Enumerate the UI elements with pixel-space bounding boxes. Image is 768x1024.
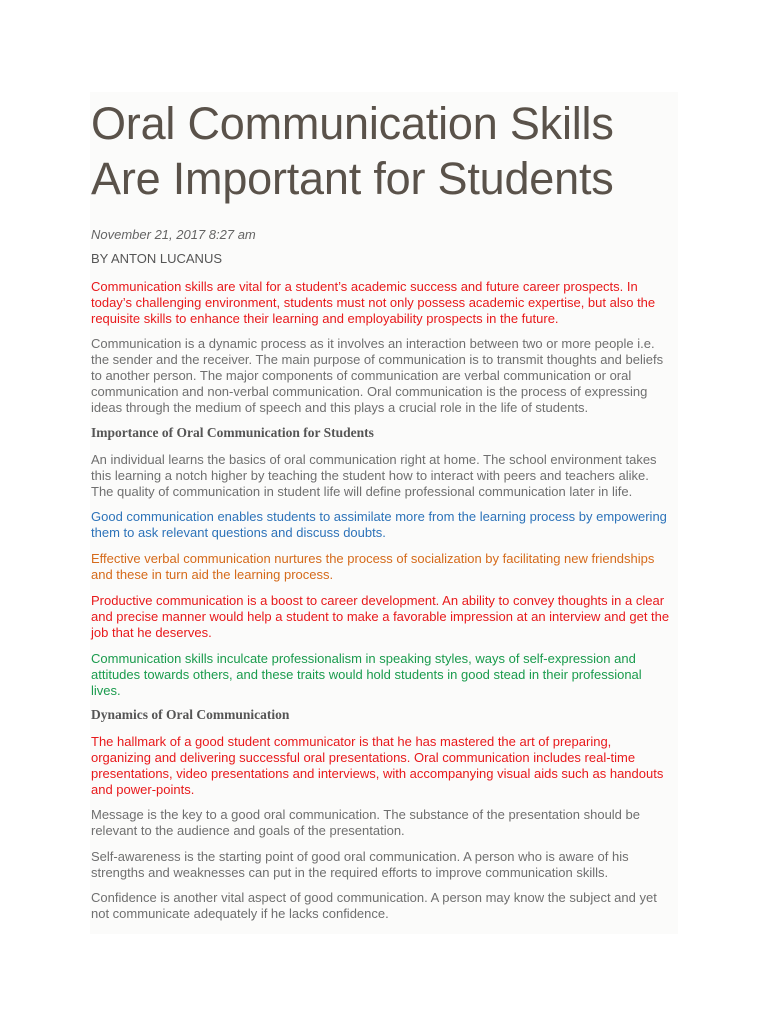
article-title: Oral Communication Skills Are Important for Students xyxy=(91,98,614,204)
socialization-paragraph: Effective verbal communication nurtures the process of socialization by facilitating new friendships and these in turn aid the learning process. xyxy=(91,551,655,582)
article-date: November 21, 2017 8:27 am xyxy=(91,227,256,242)
self-awareness-paragraph: Self-awareness is the starting point of good oral communication. A person who is aware of his strengths and weaknesses can put in the required efforts to improve communication skills. xyxy=(91,849,629,880)
message-paragraph: Message is the key to a good oral communication. The substance of the presentation should be relevant to the audience and goals of the presentation. xyxy=(91,807,640,838)
professionalism-paragraph: Communication skills inculcate professionalism in speaking styles, ways of self-expression and attitudes towards others, and these traits would hold students in good stead in their professional lives. xyxy=(91,651,642,698)
section-heading-dynamics: Dynamics of Oral Communication xyxy=(91,707,290,722)
section-heading-importance: Importance of Oral Communication for Students xyxy=(91,425,374,440)
presentations-paragraph: The hallmark of a good student communicator is that he has mastered the art of preparing, organizing and delivering successful oral presentations. Oral communication includes real-time presentations, video presentations and interviews, with accompanying visual aids such as handouts and power-points. xyxy=(91,734,664,797)
definition-paragraph: Communication is a dynamic process as it involves an interaction between two or more people i.e. the sender and the receiver. The main purpose of communication is to transmit thoughts and beliefs to another person. The major components of communication are verbal communication or oral communication and non-verbal communication. Oral communication is the process of expressing ideas through the medium of speech and this plays a crucial role in the life of students. xyxy=(91,336,664,415)
career-paragraph: Productive communication is a boost to career development. An ability to convey thoughts in a clear and precise manner would help a student to make a favorable impression at an interview and get the job that he deserves. xyxy=(91,593,670,640)
intro-paragraph: Communication skills are vital for a student’s academic success and future career prospects. In today’s challenging environment, students must not only possess academic expertise, but also the requisite skills to enhance their learning and employability prospects in the future. xyxy=(91,279,656,326)
confidence-paragraph: Confidence is another vital aspect of good communication. A person may know the subject and yet not communicate adequately if he lacks confidence. xyxy=(91,890,657,921)
good-communication-paragraph: Good communication enables students to assimilate more from the learning process by empowering them to ask relevant questions and discuss doubts. xyxy=(91,509,667,540)
home-learning-paragraph: An individual learns the basics of oral communication right at home. The school environment takes this learning a notch higher by teaching the student how to interact with peers and teachers alike. The quality of communication in student life will define professional communication later in life. xyxy=(91,452,657,499)
article-byline: BY ANTON LUCANUS xyxy=(91,251,223,266)
